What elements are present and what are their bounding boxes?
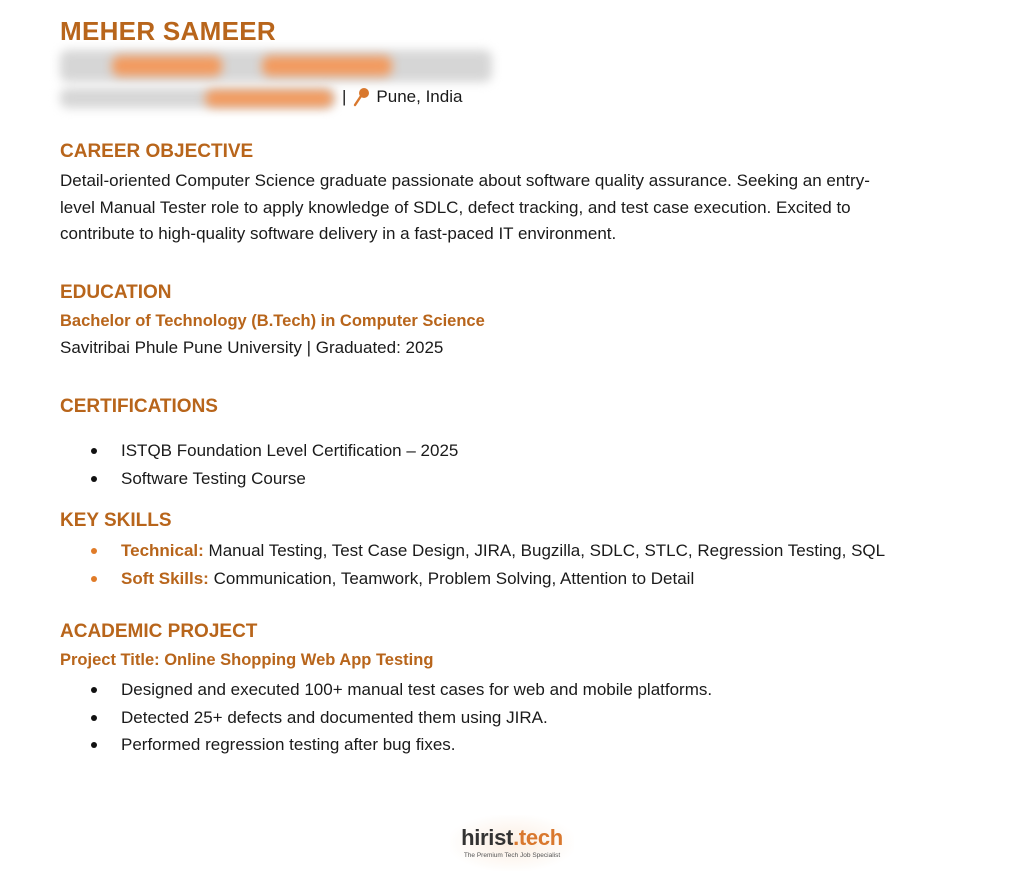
logo-brand-accent: .tech [513,825,563,850]
project-point: Designed and executed 100+ manual test cases for web and mobile platforms. [121,680,713,699]
project-point: Detected 25+ defects and documented them using JIRA. [121,707,548,727]
skill-category-label: Technical: [121,541,204,560]
bullet-icon [91,687,97,693]
list-item [60,537,885,565]
degree-title: Bachelor of Technology (B.Tech) in Computer Science [60,312,485,330]
certifications-list [60,437,458,492]
objective-line: Detail-oriented Computer Science graduate passionate about software quality assurance. Seeking an entry- [60,171,870,190]
logo-tagline: The Premium Tech Job Specialist [463,852,561,859]
certification-text: Software Testing Course [121,468,306,488]
list-item [60,704,712,732]
education-heading: EDUCATION [60,282,172,303]
project-point: Performed regression testing after bug fixes. [121,735,456,754]
logo-brand-main: hirist [461,825,514,850]
list-item [60,565,885,593]
project-title: Project Title: Online Shopping Web App Testing [60,651,434,669]
bullet-icon [91,576,97,582]
skill-values: Manual Testing, Test Case Design, JIRA, Bugzilla, SDLC, STLC, Regression Testing, SQL [203,541,886,560]
hirist-tech-logo [450,815,574,871]
bullet-icon [91,548,97,554]
bullet-icon [91,742,97,748]
certifications-heading: CERTIFICATIONS [60,396,218,417]
bullet-icon [91,448,97,454]
bullet-icon [91,476,97,482]
objective-line: level Manual Tester role to apply knowledge of SDLC, defect tracking, and test case execution. Excited to [60,197,851,217]
candidate-name: MEHER SAMEER [60,16,276,46]
skill-category-label: Soft Skills: [121,568,209,588]
objective-line: contribute to high-quality software delivery in a fast-paced IT environment. [60,224,617,243]
university-details: Savitribai Phule Pune University | Graduated: 2025 [60,338,444,357]
bullet-icon [91,715,97,721]
list-item [60,676,712,704]
location-text: Pune, India [376,87,463,106]
project-list [60,676,712,759]
academic-project-heading: ACADEMIC PROJECT [60,621,258,642]
skills-list [60,537,885,592]
career-objective-heading: CAREER OBJECTIVE [60,141,254,162]
list-item [60,437,458,465]
certification-text: ISTQB Foundation Level Certification – 2025 [121,441,459,460]
list-item [60,465,458,493]
key-skills-heading: KEY SKILLS [60,510,172,531]
map-pin-icon [352,87,370,107]
career-objective-text [60,168,960,248]
list-item [60,731,712,759]
separator: | [342,87,347,106]
skill-values: Communication, Teamwork, Problem Solving, Attention to Detail [208,568,695,588]
location-line [342,87,462,107]
